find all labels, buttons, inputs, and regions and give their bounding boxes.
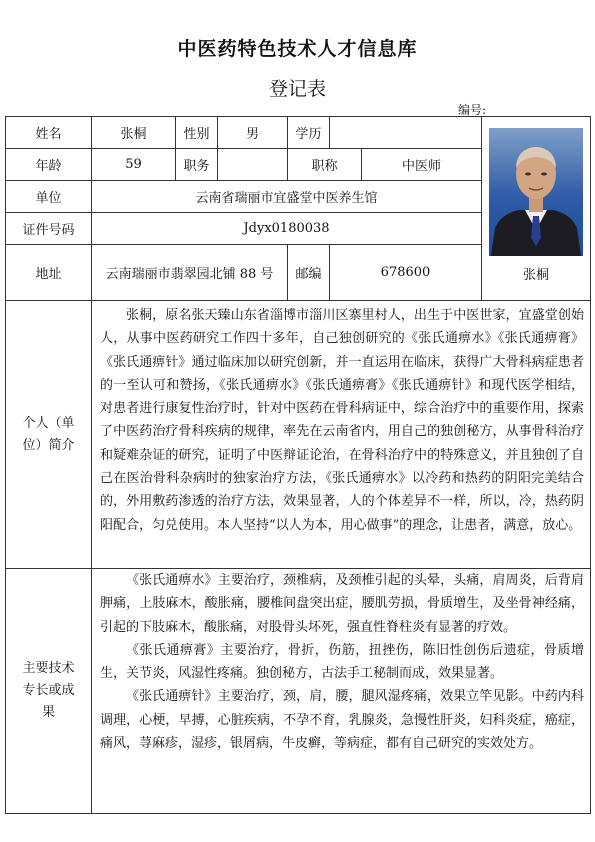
document-title: 中医药特色技术人才信息库: [177, 38, 418, 60]
registration-form-table: [5, 116, 591, 814]
portrait-photo: [489, 128, 583, 256]
skills-text-cell: [92, 569, 591, 814]
position-label: 职务: [176, 149, 218, 181]
position-value: [218, 149, 288, 181]
age-label: 年龄: [6, 149, 92, 181]
name-value: 张桐: [92, 117, 176, 149]
education-label: 学历: [288, 117, 330, 149]
name-label: 姓名: [6, 117, 92, 149]
serial-number-label: 编号:: [458, 103, 487, 117]
intro-paragraph: 张桐，原名张天臻山东省淄博市淄川区寨里村人，出生于中医世家，宜盛堂创始人，从事中医药研究工作四十多年，自己独创研究的《张氏通痹水》《张氏通痹膏》《张氏通痹针》通过临床加以研究创新，并一直运用在临床，获得广大骨科病症患者的一至认可和赞扬，《张氏通痹水》《张氏通痹膏》《张氏通痹针》和现代医学相结，对患者进行康复性治疗时，针对中医药在骨科病证中，综合治疗中的重要作用，探索了中医药治疗骨科疾病的规律，率先在云南省内，用自己的独创秘方，从事骨科治疗和疑难杂证的研究，证明了中医辩证论治，在骨科治疗中的特殊意义，并且独创了自己在医治骨科杂病时的独家治疗方法，《张氏通痹水》以冷药和热药的阴阳完美结合的，外用敷药渗透的治疗方法，效果显著，人的个体差异不一样，所以，冷，热药阴阳配合，匀兑使用。本人坚持“以人为本，用心做事”的理念，让患者，满意，放心。: [100, 308, 584, 533]
postcode-label: 邮编: [288, 245, 330, 301]
photo-cell: [482, 117, 591, 301]
intro-label-line-1: 个人（单: [22, 415, 75, 431]
education-value: [330, 117, 482, 149]
age-value: 59: [92, 149, 176, 181]
cert-value: Jdyx0180038: [92, 213, 482, 245]
skills-paragraph-3: 《张氏通痹针》主要治疗，颈，肩，腰，腿风湿疼痛，效果立竿见影。中药内科调理，心梗，早搏，心脏疾病，不孕不育，乳腺炎，急慢性肝炎，妇科炎症，癌症，痛风，荨麻疹，湿疹，银屑病，牛皮癣，等病症，都有自己研究的实效处方。: [100, 689, 584, 752]
address-value: 云南瑞丽市翡翠园北铺 88 号: [92, 245, 288, 301]
document-subtitle: 登记表: [268, 78, 326, 100]
intro-label-line-2: 位）简介: [22, 437, 75, 453]
skills-paragraph-1: 《张氏通痹水》主要治疗，颈椎病，及颈椎引起的头晕，头痛，肩周炎，后背肩胛痛，上肢麻木，酸胀痛，腰椎间盘突出症，腰肌劳损，骨质增生，及坐骨神经痛，引起的下肢麻木，酸胀痛，对股骨头坏死，强直性脊柱炎有显著的疗效。: [100, 573, 584, 635]
unit-value: 云南省瑞丽市宜盛堂中医养生馆: [92, 181, 482, 213]
skills-paragraph-2: 《张氏通痹膏》主要治疗，骨折，伤筋，扭挫伤，陈旧性创伤后遗症，骨质增生，关节炎，风湿性疼痛。独创秘方，古法手工秘制而成，效果显著。: [100, 642, 584, 682]
portrait-illustration: [489, 128, 583, 256]
skills-label-line-2: 专长或成: [22, 683, 75, 698]
postcode-value: 678600: [330, 245, 482, 301]
title-label: 职称: [288, 149, 362, 181]
intro-label: [6, 301, 92, 569]
gender-value: 男: [218, 117, 288, 149]
photo-caption: 张桐: [522, 268, 549, 283]
intro-text-cell: [92, 301, 591, 569]
unit-label: 单位: [6, 181, 92, 213]
skills-label-line-1: 主要技术: [22, 661, 75, 676]
cert-label: 证件号码: [6, 213, 92, 245]
skills-label: [6, 569, 92, 814]
address-label: 地址: [6, 245, 92, 301]
gender-label: 性别: [176, 117, 218, 149]
skills-label-line-3: 果: [41, 705, 55, 720]
title-value: 中医师: [362, 149, 482, 181]
